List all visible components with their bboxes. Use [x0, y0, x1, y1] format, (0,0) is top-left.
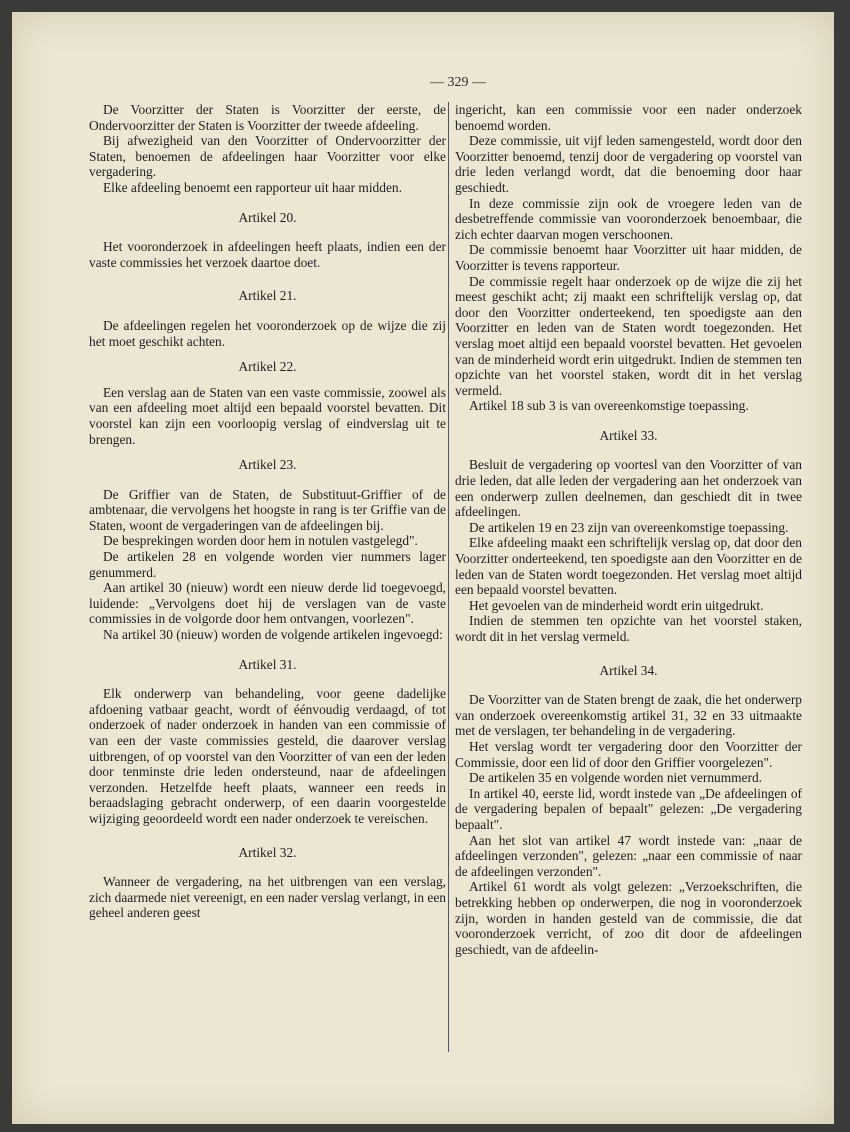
- paragraph: De artikelen 35 en volgende worden niet vernummerd.: [469, 770, 763, 786]
- article-heading-22: Artikel 22.: [238, 359, 297, 375]
- paragraph: Artikel 18 sub 3 is van overeenkomstige toepassing.: [469, 398, 749, 414]
- paragraph: Bij afwezigheid van den Voorzitter of Ondervoorzitter der Staten, benoemen de afdeelingen haar Voorzitter voor elke vergadering.: [89, 133, 446, 180]
- paragraph: Elke afdeeling maakt een schriftelijk verslag op, dat door den Voorzitter onderteekend, ten spoedigste aan den Voorzitter en de leden van de Staten wordt toegezonden. Het verslag moet altijd een bepaald voorstel bevatten.: [455, 535, 802, 598]
- right-column: [455, 102, 802, 957]
- paragraph: Het vooronderzoek in afdeelingen heeft plaats, indien een der vaste commissies het verzoek daartoe doet.: [89, 239, 446, 270]
- paragraph: De afdeelingen regelen het vooronderzoek op de wijze die zij het moet geschikt achten.: [89, 317, 446, 349]
- column-divider: [448, 102, 449, 1052]
- paragraph: De artikelen 28 en volgende worden vier nummers lager genummerd.: [89, 549, 446, 580]
- article-heading-33: Artikel 33.: [599, 427, 658, 443]
- paragraph: In deze commissie zijn ook de vroegere leden van de desbetreffende commissie van vooronderzoek benoembaar, die zich echter daarvan mogen verschoonen.: [455, 195, 802, 242]
- paragraph: De commissie benoemt haar Voorzitter uit haar midden, de Voorzitter is tevens rapporteur.: [455, 242, 802, 273]
- document-page: [12, 12, 834, 1124]
- paragraph: Artikel 61 wordt als volgt gelezen: „Verzoekschriften, die betrekking hebben op onderwerpen, die nog in vooronderzoek zijn, worden in handen gesteld van de commissie, die dat vooronderzoek verricht, of zoo dit door de afdeelingen geschiedt, van de afdeelin-: [455, 879, 802, 957]
- paragraph: De Griffier van de Staten, de Substituut-Griffier of de ambtenaar, die vervolgens het hoogste in rang is ter Griffie van de Staten, woont de vergaderingen van de afdeelingen bij.: [89, 486, 446, 533]
- paragraph: De besprekingen worden door hem in notulen vastgelegd".: [103, 533, 418, 549]
- paragraph: Wanneer de vergadering, na het uitbrengen van een verslag, zich daarmede niet vereenigt, en een nader verslag verlangt, in een geheel anderen geest: [89, 874, 446, 921]
- paragraph: Het verslag wordt ter vergadering door den Voorzitter der Commissie, door een lid of door den Griffier voorgelezen".: [455, 738, 802, 770]
- paragraph: Besluit de vergadering op voortesl van den Voorzitter of van drie leden, dat alle leden der vergadering aan het onderzoek van een onderwerp zullen deelnemen, dan geschiedt dit in twee afdeelingen.: [455, 457, 802, 520]
- paragraph: Deze commissie, uit vijf leden samengesteld, wordt door den Voorzitter benoemd, tenzij door de vergadering op voorstel van drie leden verlangd wordt, dat die benoeming door haar geschiedt.: [455, 133, 802, 195]
- paragraph: De Voorzitter van de Staten brengt de zaak, die het onderwerp van onderzoek overeenkomstig artikel 31, 32 en 33 uitmaakte met de verslagen, ter behandeling in de vergadering.: [455, 692, 802, 739]
- article-heading-21: Artikel 21.: [238, 288, 297, 304]
- paragraph: Indien de stemmen ten opzichte van het voorstel staken, wordt dit in het verslag vermeld.: [455, 613, 802, 644]
- paragraph: In artikel 40, eerste lid, wordt instede van „De afdeelingen of de vergadering bepalen of bepaalt" gelezen: „De vergadering bepaalt".: [455, 785, 802, 832]
- paragraph: Een verslag aan de Staten van een vaste commissie, zoowel als van een afdeeling moet altijd een bepaald voorstel bevatten. Dit voorstel kan zijn een voorloopig verslag of eindverslag uit te brengen.: [89, 384, 446, 447]
- paragraph: Elke afdeeling benoemt een rapporteur uit haar midden.: [103, 179, 402, 195]
- paragraph: Na artikel 30 (nieuw) worden de volgende artikelen ingevoegd:: [103, 627, 443, 643]
- article-heading-34: Artikel 34.: [599, 662, 658, 678]
- paragraph: De commissie regelt haar onderzoek op de wijze die zij het meest geschikt acht; zij maakt een schriftelijk verslag op, dat door den Voorzitter onderteekend, ten spoedigste aan den Voorzitter en leden van de Staten wordt toegezonden. Het verslag moet altijd een bepaald voorstel bevatten. Het gevoelen van de minderheid wordt erin uitgedrukt. Indien de stemmen ten opzichte van het voorstel staken, wordt dit in het verslag vermeld.: [455, 273, 802, 398]
- article-heading-31: Artikel 31.: [238, 656, 297, 672]
- page-number: — 329 —: [430, 75, 486, 90]
- paragraph: Aan artikel 30 (nieuw) wordt een nieuw derde lid toegevoegd, luidende: „Vervolgens doet hij de verslagen van de vaste commissies in de volgorde door hem ontvangen, voorlezen".: [89, 580, 446, 627]
- paragraph: De Voorzitter der Staten is Voorzitter der eerste, de Ondervoorzitter der Staten is Voorzitter der tweede afdeeling.: [89, 102, 446, 133]
- paragraph: De artikelen 19 en 23 zijn van overeenkomstige toepassing.: [469, 519, 789, 535]
- article-heading-32: Artikel 32.: [238, 844, 297, 860]
- article-heading-20: Artikel 20.: [238, 209, 297, 225]
- article-heading-23: Artikel 23.: [238, 457, 297, 473]
- left-column: [89, 102, 446, 921]
- paragraph: Het gevoelen van de minderheid wordt erin uitgedrukt.: [469, 597, 764, 613]
- paragraph: Elk onderwerp van behandeling, voor geene dadelijke afdoening vatbaar geacht, wordt of éénvoudig verdaagd, of tot onderzoek of nader onderzoek in handen van een commissie of van een der vaste commissies gesteld, die daarover verslag uitbrengen, of op voorstel van den Voorzitter of van een der leden door tenminste drie leden ondersteund, naar de afdeelingen verzonden. Hetzelfde heeft plaats, wanneer een reeds in beraadslaging gebracht onderwerp, of een daarin voorgestelde wijziging geoordeeld wordt een nader onderzoek te vereischen.: [89, 686, 446, 826]
- paragraph: Aan het slot van artikel 47 wordt instede van: „naar de afdeelingen verzonden", gelezen: „naar een commissie of naar de afdeelingen verzonden".: [455, 832, 802, 879]
- paragraph: ingericht, kan een commissie voor een nader onderzoek benoemd worden.: [455, 102, 802, 133]
